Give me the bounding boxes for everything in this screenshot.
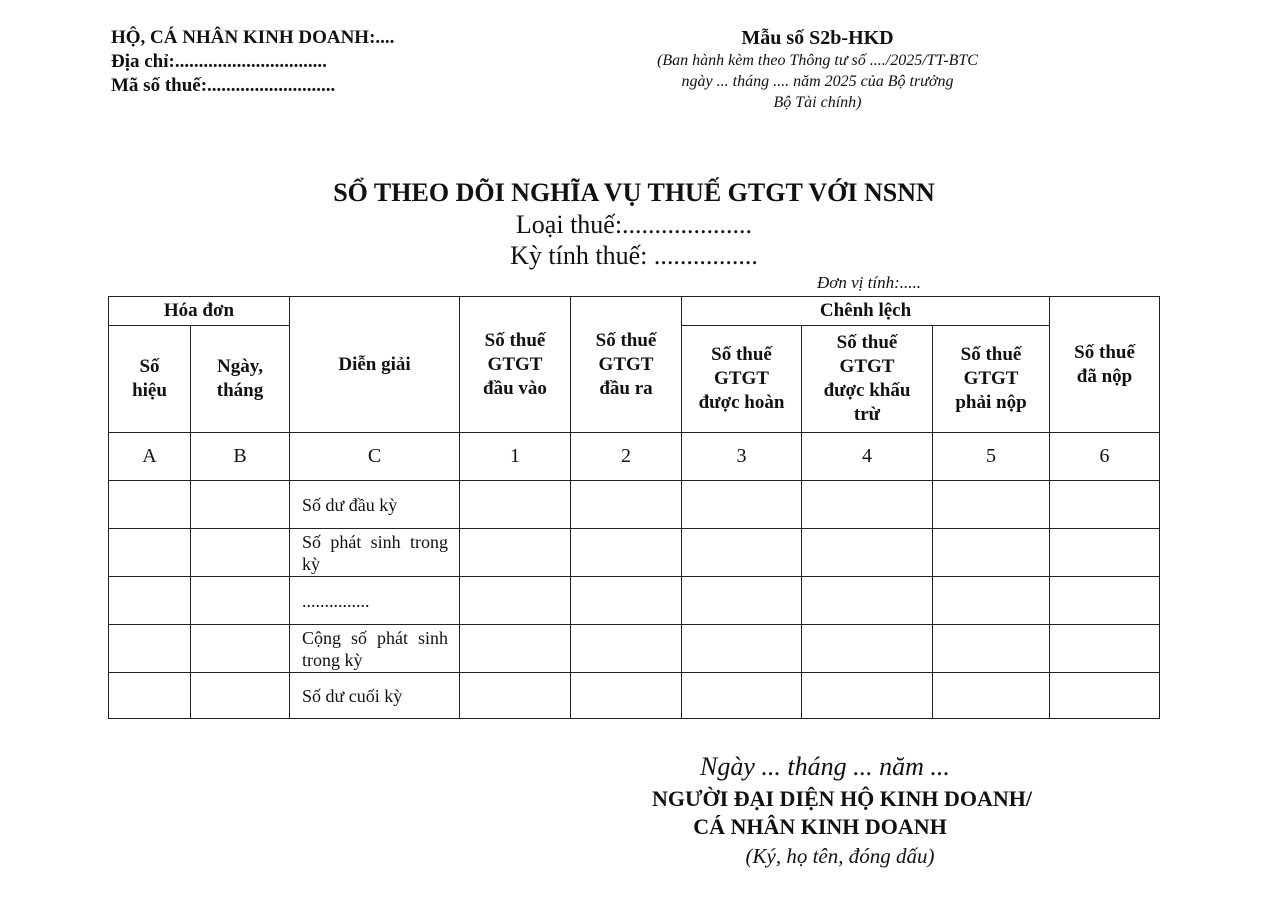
description-header: Diễn giải — [290, 297, 460, 433]
index-cell: 5 — [933, 433, 1050, 481]
table-cell — [191, 577, 290, 625]
tax-type-line: Loại thuế:.................... — [515, 210, 753, 239]
table-cell — [109, 673, 191, 719]
business-info — [111, 26, 394, 98]
table-cell — [682, 481, 802, 529]
table-cell — [682, 577, 802, 625]
table-cell — [460, 529, 571, 577]
output-vat-header: Số thuế GTGT đầu ra — [571, 297, 682, 433]
invoice-group-header: Hóa đơn — [109, 297, 290, 326]
row-description: Số phát sinh trong kỳ — [290, 529, 460, 577]
table-cell — [109, 529, 191, 577]
unit-line: Đơn vị tính:..... — [817, 273, 921, 292]
difference-group-header: Chênh lệch — [682, 297, 1050, 326]
table-row — [109, 481, 1160, 529]
table-cell — [933, 625, 1050, 673]
table-cell — [109, 481, 191, 529]
header-group-row — [109, 297, 1160, 326]
row-description: ............... — [290, 577, 460, 625]
index-cell: 3 — [682, 433, 802, 481]
index-cell: C — [290, 433, 460, 481]
table-cell — [109, 577, 191, 625]
table-cell — [1050, 529, 1160, 577]
table-cell — [933, 481, 1050, 529]
table-cell — [191, 481, 290, 529]
table-cell — [109, 625, 191, 673]
row-description: Số dư đầu kỳ — [290, 481, 460, 529]
index-cell: 6 — [1050, 433, 1160, 481]
payable-header: Số thuế GTGT phải nộp — [933, 326, 1050, 433]
signature-date: Ngày ... tháng ... năm ... — [700, 752, 950, 781]
address-line: Địa chỉ:................................ — [111, 51, 327, 72]
table-cell — [460, 577, 571, 625]
document-title: SỔ THEO DÕI NGHĨA VỤ THUẾ GTGT VỚI NSNN — [333, 178, 935, 207]
tax-period-line: Kỳ tính thuế: ................ — [510, 241, 758, 270]
date-header: Ngày, tháng — [191, 326, 290, 433]
table-cell — [571, 673, 682, 719]
paid-header: Số thuế đã nộp — [1050, 297, 1160, 433]
signature-note: (Ký, họ tên, đóng dấu) — [745, 844, 935, 868]
tax-code-line: Mã số thuế:........................... — [111, 75, 336, 96]
table-cell — [682, 529, 802, 577]
table-cell — [933, 529, 1050, 577]
form-reference — [600, 26, 1035, 113]
signature-title-line-1: NGƯỜI ĐẠI DIỆN HỘ KINH DOANH/ — [652, 786, 1032, 811]
table-row — [109, 625, 1160, 673]
table-cell — [460, 673, 571, 719]
table-cell — [682, 625, 802, 673]
table-cell — [191, 529, 290, 577]
deducted-header: Số thuế GTGT được khấu trừ — [802, 326, 933, 433]
table-cell — [571, 481, 682, 529]
table-cell — [460, 625, 571, 673]
table-cell — [802, 625, 933, 673]
business-name-line: HỘ, CÁ NHÂN KINH DOANH:.... — [111, 27, 395, 48]
index-row — [109, 433, 1160, 481]
table-row — [109, 673, 1160, 719]
table-cell — [802, 577, 933, 625]
form-number: Mẫu số S2b-HKD — [741, 27, 894, 49]
table-cell — [571, 529, 682, 577]
table-cell — [1050, 673, 1160, 719]
table-cell — [191, 673, 290, 719]
index-cell: 2 — [571, 433, 682, 481]
table-row — [109, 577, 1160, 625]
vat-ledger-table — [108, 296, 1160, 719]
table-cell — [802, 529, 933, 577]
signature-title-line-2: CÁ NHÂN KINH DOANH — [693, 814, 947, 839]
table-cell — [1050, 625, 1160, 673]
table-cell — [933, 673, 1050, 719]
table-cell — [571, 625, 682, 673]
table-cell — [1050, 577, 1160, 625]
table-cell — [802, 481, 933, 529]
index-cell: 1 — [460, 433, 571, 481]
table-cell — [571, 577, 682, 625]
table-row — [109, 529, 1160, 577]
index-cell: 4 — [802, 433, 933, 481]
input-vat-header: Số thuế GTGT đầu vào — [460, 297, 571, 433]
refunded-header: Số thuế GTGT được hoàn — [682, 326, 802, 433]
table-cell — [682, 673, 802, 719]
issued-line-2: ngày ... tháng .... năm 2025 của Bộ trưởng — [681, 73, 954, 90]
number-header: Số hiệu — [109, 326, 191, 433]
table-cell — [1050, 481, 1160, 529]
index-cell: A — [109, 433, 191, 481]
issued-line-3: Bộ Tài chính) — [773, 94, 862, 111]
index-cell: B — [191, 433, 290, 481]
row-description: Cộng số phát sinh trong kỳ — [290, 625, 460, 673]
table-cell — [933, 577, 1050, 625]
issued-line-1: (Ban hành kèm theo Thông tư số ..../2025/TT-BTC — [657, 52, 978, 69]
table-cell — [802, 673, 933, 719]
table-cell — [460, 481, 571, 529]
row-description: Số dư cuối kỳ — [290, 673, 460, 719]
table-cell — [191, 625, 290, 673]
